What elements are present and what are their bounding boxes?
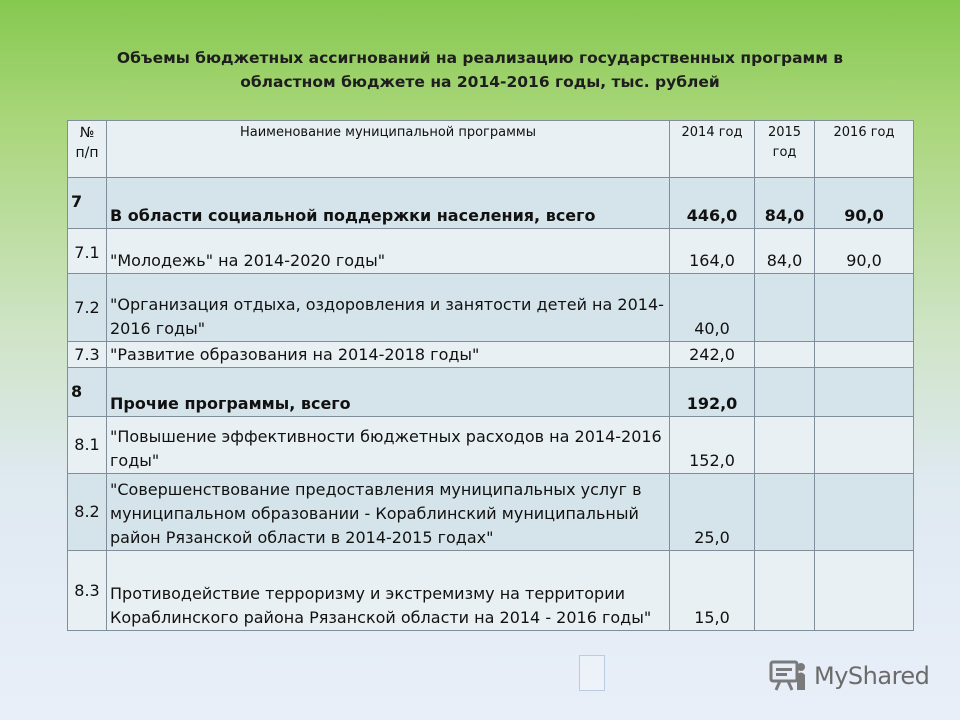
table-row (68, 178, 914, 229)
header-2014: 2014 год (670, 121, 755, 178)
row-number: 7.2 (68, 274, 107, 342)
row-name: Противодействие терроризму и экстремизму на территории Кораблинского района Рязанской области на 2014 - 2016 годы" (107, 551, 670, 631)
table-row (68, 368, 914, 417)
row-2016 (815, 474, 914, 551)
page-title: Объемы бюджетных ассигнований на реализацию государственных программ в областном бюджете на 2014-2016 годы, тыс. рублей (116, 49, 844, 91)
row-2016 (815, 342, 914, 368)
header-2015: 2015 год (755, 121, 815, 178)
row-name: "Повышение эффективности бюджетных расходов на 2014-2016 годы" (107, 417, 670, 474)
row-2015 (755, 274, 815, 342)
row-name: "Молодежь" на 2014-2020 годы" (107, 229, 670, 274)
row-2015 (755, 368, 815, 417)
row-2014: 164,0 (670, 229, 755, 274)
table-row (68, 274, 914, 342)
table-row (68, 417, 914, 474)
row-name: "Организация отдыха, оздоровления и занятости детей на 2014-2016 годы" (107, 274, 670, 342)
row-2015 (755, 417, 815, 474)
row-number: 7.3 (68, 342, 107, 368)
row-2015: 84,0 (755, 229, 815, 274)
row-2014: 242,0 (670, 342, 755, 368)
row-2014: 40,0 (670, 274, 755, 342)
table-row (68, 474, 914, 551)
table-row (68, 551, 914, 631)
row-2016 (815, 551, 914, 631)
header-2016: 2016 год (815, 121, 914, 178)
header-number: № п/п (68, 121, 107, 178)
row-2014: 152,0 (670, 417, 755, 474)
row-2014: 15,0 (670, 551, 755, 631)
row-name: "Развитие образования на 2014-2018 годы" (107, 342, 670, 368)
row-2015: 84,0 (755, 178, 815, 229)
row-name: Прочие программы, всего (107, 368, 670, 417)
row-2014: 192,0 (670, 368, 755, 417)
row-2016 (815, 274, 914, 342)
row-2014: 446,0 (670, 178, 755, 229)
presentation-board-icon (768, 659, 808, 693)
row-number: 8.3 (68, 551, 107, 631)
row-number: 8.1 (68, 417, 107, 474)
myshared-logo[interactable] (768, 656, 929, 696)
table-row (68, 229, 914, 274)
row-number: 8.2 (68, 474, 107, 551)
header-program-name: Наименование муниципальной программы (107, 121, 670, 178)
table-header-row (68, 121, 914, 178)
row-2015 (755, 551, 815, 631)
row-2016 (815, 368, 914, 417)
table-row (68, 342, 914, 368)
row-2015 (755, 474, 815, 551)
row-name: "Совершенствование предоставления муниципальных услуг в муниципальном образовании - Кораблинский муниципальный район Рязанской области в 2014-2015 годах" (107, 474, 670, 551)
row-number: 7 (68, 178, 107, 229)
empty-box-icon[interactable] (579, 655, 605, 691)
row-2016: 90,0 (815, 178, 914, 229)
row-number: 7.1 (68, 229, 107, 274)
row-2014: 25,0 (670, 474, 755, 551)
row-2016 (815, 417, 914, 474)
logo-text: MyShared (814, 662, 930, 690)
row-2015 (755, 342, 815, 368)
row-number: 8 (68, 368, 107, 417)
row-2016: 90,0 (815, 229, 914, 274)
budget-table (67, 120, 914, 631)
row-name: В области социальной поддержки населения, всего (107, 178, 670, 229)
